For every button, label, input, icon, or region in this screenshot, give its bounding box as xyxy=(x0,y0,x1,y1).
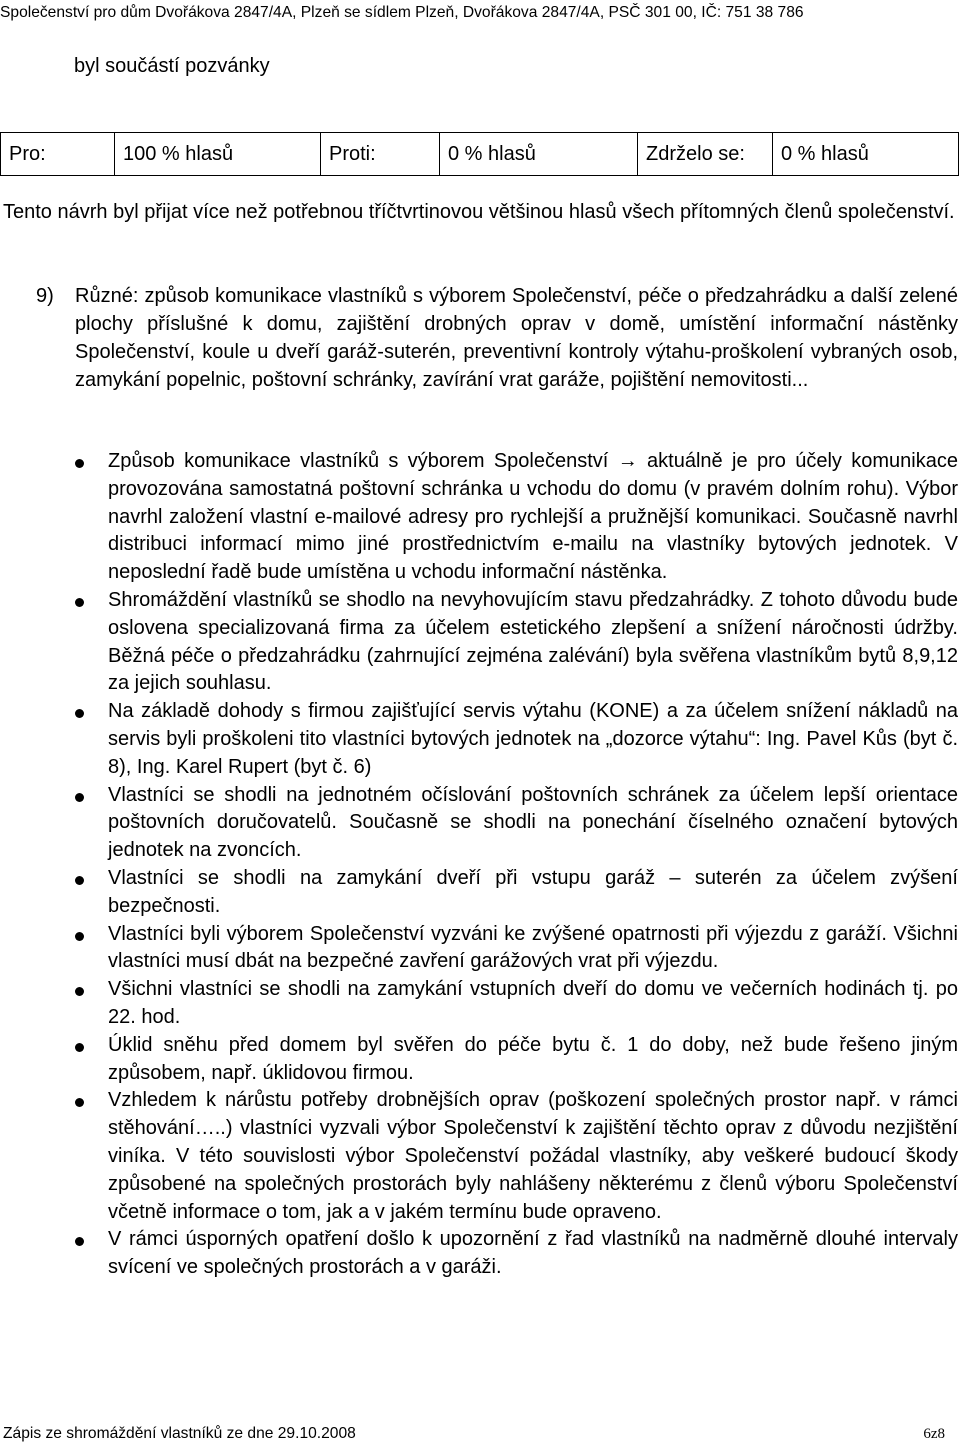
page-number: 6z8 xyxy=(923,1426,945,1442)
list-item xyxy=(0,865,958,921)
bullet-icon xyxy=(75,987,84,996)
list-item-text: Vzhledem k nárůstu potřeby drobnějších oprav (poškození společných prostor např. v rámci stěhování…..) vlastníci vyzvali výbor Společenství k zajištění těchto oprav z důvodu nezjištění viníka. V této souvislosti výbor Společenství požádal vlastníky, aby veškeré budoucí škody způsobené na společných prostorách byly nahlášeny některému z členů výboru Společenství včetně informace o tom, jak a v jakém termínu bude opraveno. xyxy=(108,1089,958,1223)
list-item xyxy=(0,698,958,781)
list-item-text: Úklid sněhu před domem byl svěřen do péče bytu č. 1 do doby, než bude řešeno jiným způsobem, např. úklidovou firmou. xyxy=(108,1033,958,1084)
list-item-text: Shromáždění vlastníků se shodlo na nevyhovujícím stavu předzahrádky. Z tohoto důvodu bude oslovena specializovaná firma za účelem estetického zlepšení a snížení náročnosti údržby. Běžná péče o předzahrádku (zahrnující zejména zalévání) byla svěřena vlastníkům bytů 8,9,12 za jejich souhlasu. xyxy=(108,588,958,695)
zdrzelo-value: 0 % hlasů xyxy=(773,133,959,176)
vote-table xyxy=(0,132,959,176)
zdrzelo-label: Zdrželo se: xyxy=(638,133,773,176)
bullet-icon xyxy=(75,932,84,941)
proti-value: 0 % hlasů xyxy=(440,133,638,176)
footer-text: Zápis ze shromáždění vlastníků ze dne 29.10.2008 xyxy=(3,1425,356,1442)
list-item xyxy=(0,921,958,977)
list-item xyxy=(0,1087,958,1226)
bullet-icon xyxy=(75,1237,84,1246)
list-item xyxy=(0,1032,958,1088)
top-paragraph: byl součástí pozvánky xyxy=(74,55,270,77)
list-item xyxy=(0,587,958,698)
list-item-text: V rámci úsporných opatření došlo k upozornění z řad vlastníků na nadměrně dlouhé intervaly svícení ve společných prostorách a v garáži. xyxy=(108,1228,958,1279)
bullet-list xyxy=(0,448,958,1282)
list-item-text: Vlastníci se shodli na jednotném očíslování poštovních schránek za účelem lepší orientace poštovních doručovatelů. Současně se shodli na ponechání číselného označení bytových jednotek na zvoncích. xyxy=(108,783,958,862)
page-header: Společenství pro dům Dvořákova 2847/4A, Plzeň se sídlem Plzeň, Dvořákova 2847/4A, PSČ 301 00, IČ: 751 38 786 xyxy=(0,4,804,21)
agenda-item-text: Různé: způsob komunikace vlastníků s výborem Společenství, péče o předzahrádku a další zelené plochy příslušné k domu, zajištění drobných oprav v domě, umístění informační nástěnky Společenství, koule u dveří garáž-suterén, preventivní kontroly výtahu-proškolení vybraných osob, zamykání popelnic, poštovní schránky, zavírání vrat garáže, pojištění nemovitosti... xyxy=(75,285,958,391)
list-item-text: Všichni vlastníci se shodli na zamykání vstupních dveří do domu ve večerních hodinách tj. po 22. hod. xyxy=(108,978,958,1028)
pro-value: 100 % hlasů xyxy=(115,133,321,176)
bullet-icon xyxy=(75,598,84,607)
page-footer xyxy=(3,1424,955,1444)
list-item-text: Vlastníci byli výborem Společenství vyzváni ke zvýšené opatrnosti při výjezdu z garáží. Všichni vlastníci musí dbát na bezpečné zavření garážových vrat při výjezdu. xyxy=(108,922,958,973)
list-item xyxy=(0,976,958,1032)
list-item xyxy=(0,782,958,865)
list-item xyxy=(0,448,958,587)
bullet-icon xyxy=(75,793,84,802)
vote-result-text: Tento návrh byl přijat více než potřebnou tříčtvrtinovou většinou hlasů všech přítomných členů společenství. xyxy=(3,201,955,223)
proti-label: Proti: xyxy=(321,133,440,176)
bullet-icon xyxy=(75,876,84,885)
bullet-icon xyxy=(75,709,84,718)
bullet-icon xyxy=(75,1098,84,1107)
list-item-text: Na základě dohody s firmou zajišťující servis výtahu (KONE) a za účelem snížení nákladů na servis byli proškoleni tito vlastníci bytových jednotek na „dozorce výtahu“: Ing. Pavel Kůs (byt č. 8), Ing. Karel Rupert (byt č. 6) xyxy=(108,700,958,778)
agenda-item-9 xyxy=(36,282,958,394)
vote-row xyxy=(1,133,959,176)
list-item-text: Způsob komunikace vlastníků s výborem Společenství → aktuálně je pro účely komunikace provozována samostatná poštovní schránka u vchodu do domu (v pravém dolním rohu). Výbor navrhl založení vlastní e-mailové adresy pro rychlejší a pružnější komunikaci. Současně navrhl distribuci informací mimo jiné prostřednictvím e-mailu na vlastníky bytových jednotek. V neposlední řadě bude umístěna u vchodu informační nástěnka. xyxy=(108,450,958,584)
agenda-item-number: 9) xyxy=(36,285,54,307)
bullet-icon xyxy=(75,459,84,468)
pro-label: Pro: xyxy=(1,133,115,176)
bullet-icon xyxy=(75,1043,84,1052)
list-item xyxy=(0,1226,958,1282)
list-item-text: Vlastníci se shodli na zamykání dveří při vstupu garáž – suterén za účelem zvýšení bezpečnosti. xyxy=(108,866,958,917)
